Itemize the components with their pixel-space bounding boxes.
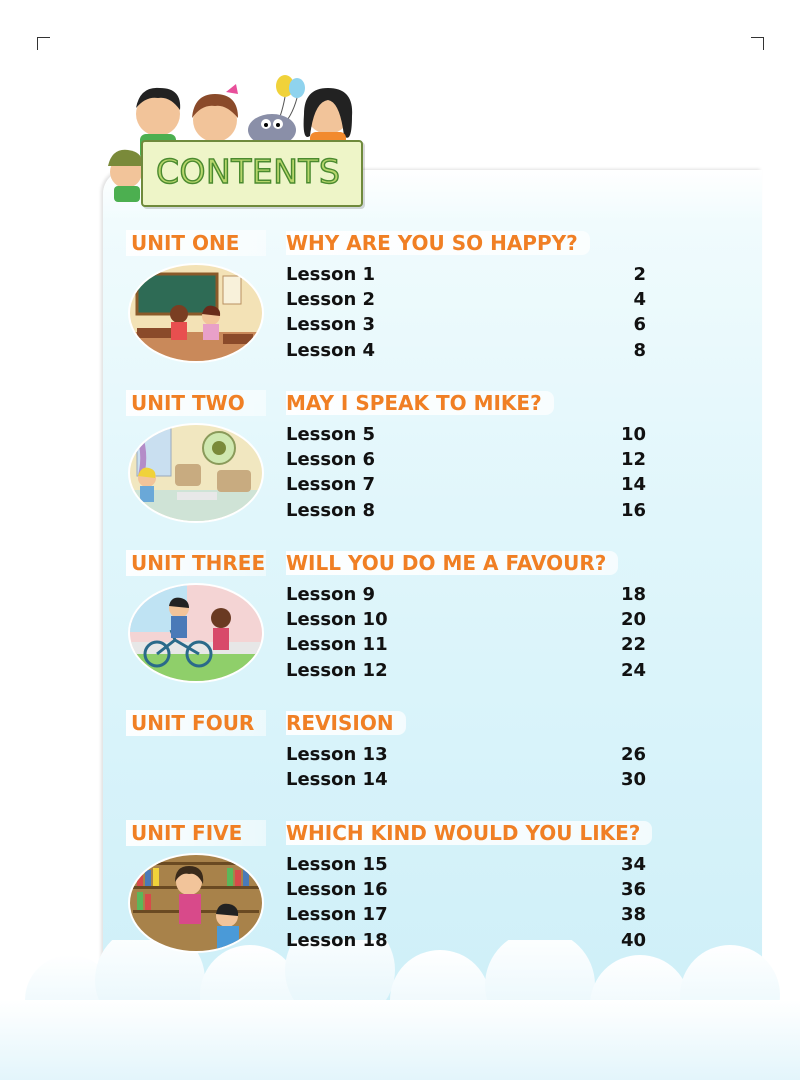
lesson-page: 12 xyxy=(620,449,646,470)
unit-two-title: MAY I SPEAK TO MIKE? xyxy=(286,391,554,415)
unit-four-title: REVISION xyxy=(286,711,406,735)
lesson-name: Lesson 6 xyxy=(286,449,376,470)
lesson-name: Lesson 2 xyxy=(286,289,376,310)
classroom-illustration xyxy=(127,262,265,364)
living-room-illustration xyxy=(127,422,265,524)
lesson-page: 40 xyxy=(620,930,646,951)
crop-mark-top-right xyxy=(751,37,764,50)
library-illustration xyxy=(127,852,265,954)
unit-three-title: WILL YOU DO ME A FAVOUR? xyxy=(286,551,618,575)
lesson-name: Lesson 10 xyxy=(286,609,388,630)
clouds-decoration xyxy=(0,940,800,1080)
lesson-name: Lesson 12 xyxy=(286,660,388,681)
unit-five-label: UNIT FIVE xyxy=(131,821,243,845)
lesson-name: Lesson 16 xyxy=(286,879,388,900)
unit-five-title: WHICH KIND WOULD YOU LIKE? xyxy=(286,821,652,845)
page-title: CONTENTS xyxy=(156,152,341,191)
lesson-name: Lesson 7 xyxy=(286,474,376,495)
lesson-page: 6 xyxy=(633,314,646,335)
lesson-name: Lesson 1 xyxy=(286,264,376,285)
lesson-name: Lesson 4 xyxy=(286,340,376,361)
unit-one-label: UNIT ONE xyxy=(131,231,240,255)
crop-mark-top-left xyxy=(37,37,50,50)
lesson-page: 18 xyxy=(620,584,646,605)
lesson-name: Lesson 3 xyxy=(286,314,376,335)
lesson-name: Lesson 15 xyxy=(286,854,388,875)
lesson-name: Lesson 11 xyxy=(286,634,388,655)
lesson-page: 26 xyxy=(620,744,646,765)
lesson-name: Lesson 13 xyxy=(286,744,388,765)
lesson-page: 2 xyxy=(633,264,646,285)
lesson-name: Lesson 9 xyxy=(286,584,376,605)
lesson-page: 20 xyxy=(620,609,646,630)
lesson-name: Lesson 14 xyxy=(286,769,388,790)
unit-three-label: UNIT THREE xyxy=(131,551,266,575)
lesson-page: 8 xyxy=(633,340,646,361)
lesson-page: 36 xyxy=(620,879,646,900)
lesson-page: 14 xyxy=(620,474,646,495)
lesson-page: 22 xyxy=(620,634,646,655)
lesson-name: Lesson 8 xyxy=(286,500,376,521)
lesson-page: 34 xyxy=(620,854,646,875)
lesson-page: 38 xyxy=(620,904,646,925)
bicycle-illustration xyxy=(127,582,265,684)
unit-one-title: WHY ARE YOU SO HAPPY? xyxy=(286,231,590,255)
lesson-page: 16 xyxy=(620,500,646,521)
lesson-page: 4 xyxy=(633,289,646,310)
unit-four-label: UNIT FOUR xyxy=(131,711,255,735)
lesson-name: Lesson 17 xyxy=(286,904,388,925)
lesson-page: 10 xyxy=(620,424,646,445)
unit-two-label: UNIT TWO xyxy=(131,391,245,415)
lesson-name: Lesson 18 xyxy=(286,930,388,951)
lesson-page: 24 xyxy=(620,660,646,681)
lesson-name: Lesson 5 xyxy=(286,424,376,445)
lesson-page: 30 xyxy=(620,769,646,790)
